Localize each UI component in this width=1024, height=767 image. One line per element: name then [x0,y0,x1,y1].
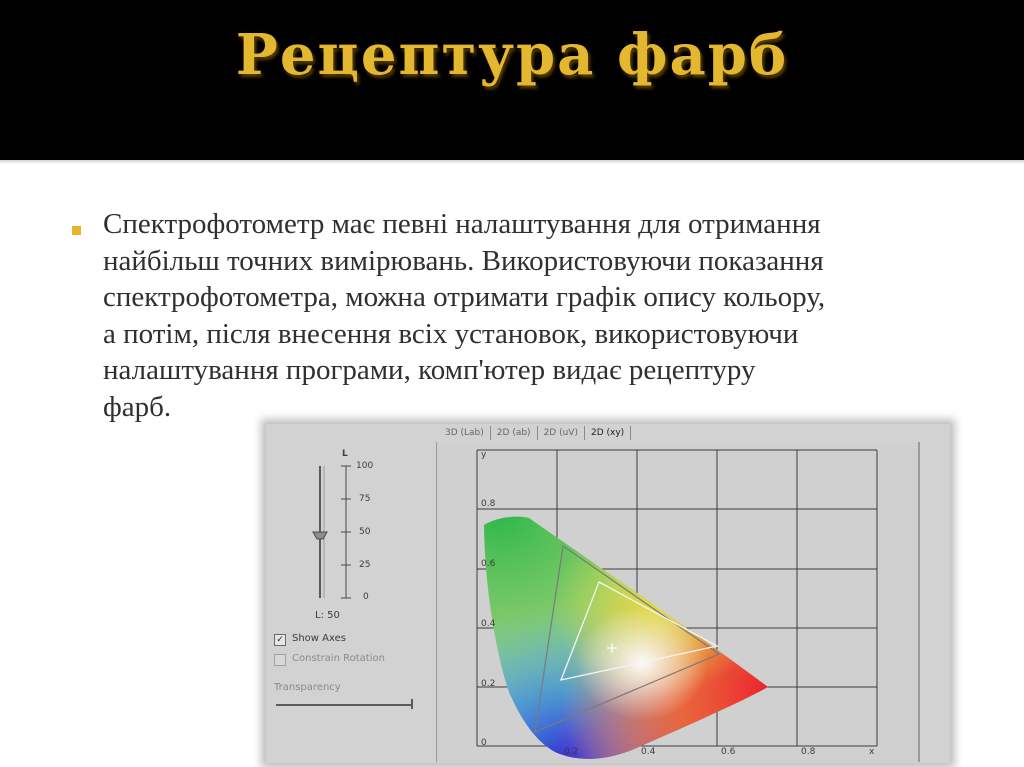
y-tick-0.8: 0.8 [481,499,496,509]
tab-2d-xy[interactable]: 2D (xy) [585,426,631,440]
header-divider [0,160,1024,164]
plot-frame-edge [918,442,920,762]
chromaticity-diagram [437,442,919,762]
y-tick-0: 0 [481,738,487,748]
x-tick-0.6: 0.6 [721,747,736,757]
view-tabs [439,426,631,440]
constrain-rotation-checkbox[interactable] [274,654,286,666]
bullet-marker-icon [72,226,81,235]
x-tick-0.4: 0.4 [641,747,656,757]
y-tick-0.4: 0.4 [481,619,496,629]
slide-title: Рецептура фарб [235,22,789,88]
slider-tick-25: 25 [359,560,371,570]
constrain-rotation-label: Constrain Rotation [292,653,385,664]
tab-2d-ab[interactable]: 2D (ab) [491,426,538,440]
chromaticity-plot [436,442,919,762]
transparency-label: Transparency [274,682,341,693]
slider-tick-0: 0 [363,592,369,602]
slider-axis-label: L [342,449,348,459]
transparency-slider[interactable] [274,697,424,711]
color-space-figure [266,424,950,763]
slider-value-label: L: 50 [315,610,340,621]
show-axes-label: Show Axes [292,633,346,644]
slider-tick-50: 50 [359,527,371,537]
slider-tick-100: 100 [356,461,374,471]
x-tick-0.2: 0.2 [564,747,579,757]
x-axis-label: x [869,747,875,757]
tab-2d-uv[interactable]: 2D (uV) [538,426,585,440]
tab-3d-lab[interactable]: 3D (Lab) [439,426,491,440]
bullet-text: Спектрофотометр має певні налаштування для отримання найбільш точних вимірювань. Використовуючи показання спектрофотометра, можна отримати графік опису кольору, а потім, після внесення всіх установок, використовуючи налаштування програми, комп'ютер видає рецептуру фарб. [103,208,826,423]
show-axes-checkbox[interactable]: ✓ [274,634,286,646]
slider-thumb[interactable] [313,532,327,539]
y-axis-label: y [481,450,487,460]
y-tick-0.6: 0.6 [481,559,496,569]
y-tick-0.2: 0.2 [481,679,496,689]
slider-tick-75: 75 [359,494,371,504]
lightness-scale [296,462,406,622]
x-tick-0.8: 0.8 [801,747,816,757]
spectral-locus [477,502,777,762]
